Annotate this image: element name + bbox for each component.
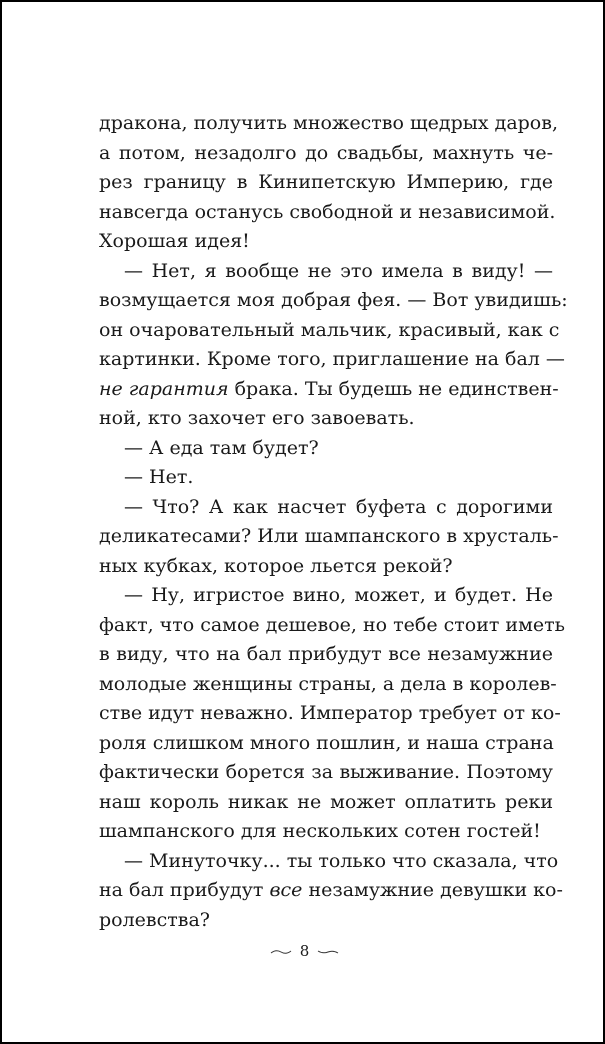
text-line xyxy=(99,493,553,523)
right-ornament-icon xyxy=(317,948,339,956)
page-number: 8 xyxy=(299,942,310,960)
text-segment: возмущается моя добрая фея. — Вот увидишь: xyxy=(99,289,568,311)
text-segment: — Минуточку... ты только что сказала, что xyxy=(124,849,559,872)
left-ornament-icon xyxy=(270,948,292,956)
text-line xyxy=(99,581,553,611)
text-segment: ролевства? xyxy=(99,908,210,931)
text-line xyxy=(99,788,553,818)
text-line xyxy=(99,876,563,906)
text-segment: ных кубках, которое льется рекой? xyxy=(99,554,453,577)
text-segment: — Что? А как насчет буфета с дорогими xyxy=(124,495,553,518)
text-line xyxy=(99,729,553,759)
text-line xyxy=(99,817,553,847)
text-line xyxy=(99,375,559,405)
body-text xyxy=(99,109,568,935)
text-line xyxy=(99,670,557,700)
text-segment: ной, кто захочет его завоевать. xyxy=(99,407,415,429)
text-segment: стве идут неважно. Император требует от ко- xyxy=(99,702,561,724)
text-line xyxy=(99,316,560,346)
text-segment: рез границу в Кинипетскую Империю, где xyxy=(99,171,553,193)
text-line xyxy=(99,640,553,670)
text-line xyxy=(99,109,558,139)
page-footer xyxy=(2,942,605,960)
text-line xyxy=(99,198,556,228)
text-line xyxy=(99,463,553,493)
text-line xyxy=(99,286,568,316)
text-segment: факт, что самое дешевое, но тебе стоит иметь xyxy=(99,613,565,636)
text-segment: незамужние девушки ко- xyxy=(302,879,563,901)
text-line xyxy=(99,404,553,434)
text-line xyxy=(99,611,565,641)
text-segment: шампанского для нескольких сотен гостей! xyxy=(99,820,541,842)
text-line xyxy=(99,139,553,169)
italic-text: не гарантия xyxy=(99,377,229,400)
text-segment: фактически борется за выживание. Поэтому xyxy=(99,761,553,783)
text-segment: в виду, что на бал прибудут все незамужние xyxy=(99,643,553,665)
text-segment: дракона, получить множество щедрых даров, xyxy=(99,112,558,134)
text-line xyxy=(99,699,561,729)
text-segment: наш король никак не может оплатить реки xyxy=(99,790,553,813)
text-line xyxy=(99,257,553,287)
text-segment: — Ну, игристое вино, может, и будет. Не xyxy=(124,584,553,606)
text-segment: картинки. Кроме того, приглашение на бал — xyxy=(99,348,565,370)
text-segment: — Нет. xyxy=(124,466,194,488)
text-segment: деликатесами? Или шампанского в хрусталь- xyxy=(99,525,559,547)
text-line xyxy=(99,227,553,257)
text-line xyxy=(99,552,553,582)
text-line xyxy=(99,847,559,877)
text-segment: навсегда останусь свободной и независимой. xyxy=(99,200,556,223)
text-segment: он очаровательный мальчик, красивый, как с xyxy=(99,318,560,341)
text-segment: — А еда там будет? xyxy=(124,436,319,459)
text-segment: а потом, незадолго до свадьбы, махнуть че- xyxy=(99,141,553,164)
text-segment: брака. Ты будешь не единствен- xyxy=(228,377,559,400)
text-line xyxy=(99,168,553,198)
text-segment: Хорошая идея! xyxy=(99,230,250,252)
text-line xyxy=(99,345,565,375)
text-line xyxy=(99,906,553,936)
text-line xyxy=(99,758,553,788)
text-segment: молодые женщины страны, а дела в королев- xyxy=(99,672,557,695)
text-segment: роля слишком много пошлин, и наша страна xyxy=(99,731,554,754)
italic-text: все xyxy=(269,879,303,901)
text-segment: — Нет, я вообще не это имела в виду! — xyxy=(124,259,553,282)
text-line xyxy=(99,522,559,552)
text-segment: на бал прибудут xyxy=(99,879,270,901)
text-line xyxy=(99,434,553,464)
